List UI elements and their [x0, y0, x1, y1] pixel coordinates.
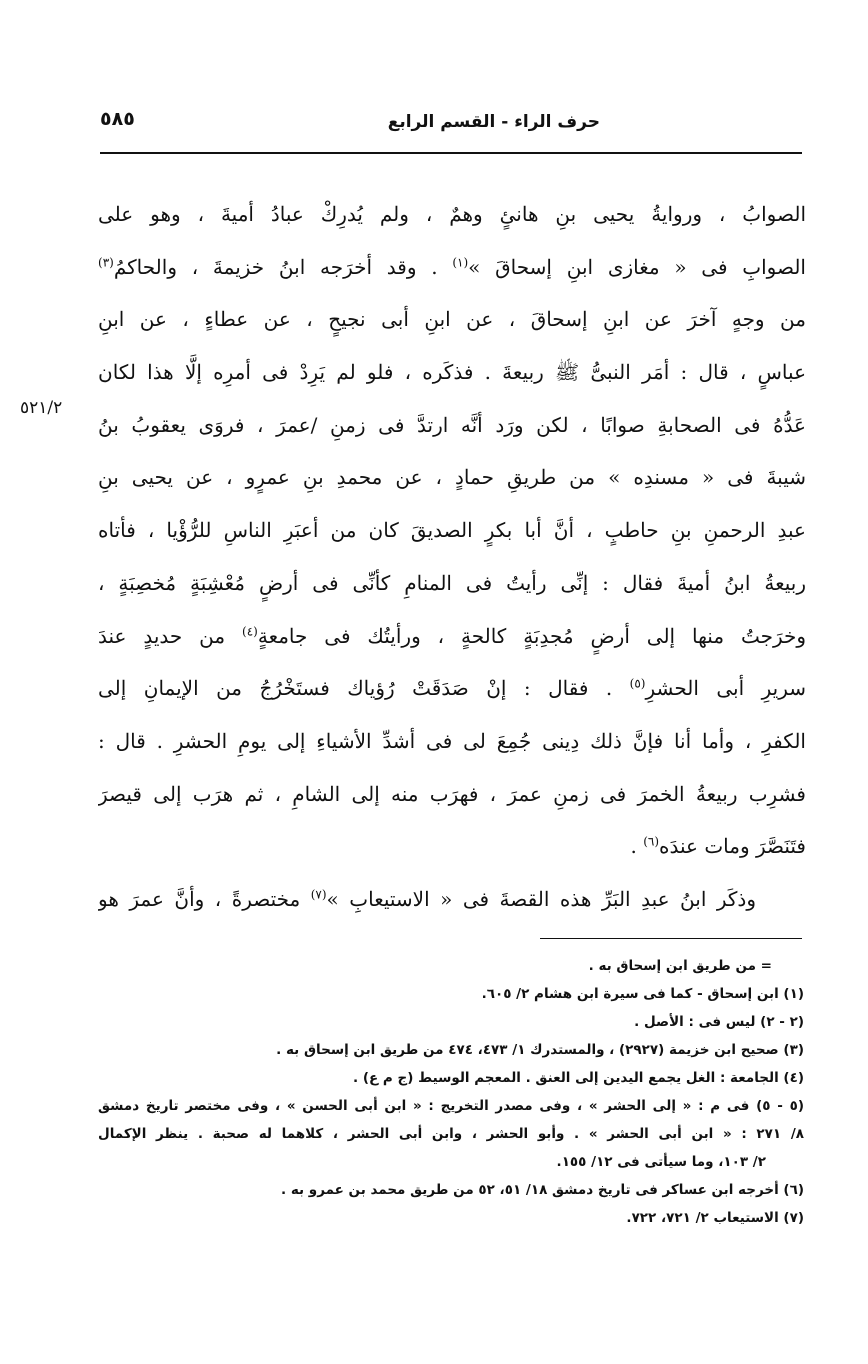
footnote-line: = من طريق ابن إسحاق به .: [588, 958, 772, 974]
footnote-ref: (٥): [629, 676, 646, 691]
footnote-ref: (١): [452, 255, 469, 270]
footnote-line: (٥ - ٥) فى م : « إلى الحشر » ، وفى مصدر التخريج : « ابن أبى الحسن » ، وفى مختصر تاريخ دمشق: [98, 1098, 804, 1114]
main-text: [98, 188, 806, 926]
text-line: الكفرِ ، وأما أنا فإنَّ ذلك دِينى جُمِعَ لى فى أشدِّ الأشياءِ إلى يومِ الحشرِ . قال :: [98, 728, 806, 753]
footnote-ref: (٧): [310, 887, 327, 902]
footnote-line: (٢ - ٢) ليس فى : الأصل .: [634, 1014, 804, 1030]
text-line: وذكَر ابنُ عبدِ البَرِّ هذه القصةَ فى « الاستيعابِ »$^{(٧)}$ مختصرةً ، وأنَّ عمرَ هو: [98, 886, 756, 911]
footnote-line: ٨/ ٢٧١ : « ابن أبى الحشر » . وأبو الحشر ، وابن أبى الحشر ، كلاهما له صحبة . ينظر الإكمال: [98, 1126, 804, 1142]
text-line: فشرِب ربيعةُ الخمرَ فى زمنِ عمرَ ، فهرَب منه إلى الشامِ ، ثم هرَب إلى قيصرَ: [98, 781, 806, 806]
text-line: شيبةَ فى « مسندِه » من طريقِ حمادٍ ، عن محمدِ بنِ عمرٍو ، عن يحيى بنِ: [98, 465, 806, 490]
footnote-line: (١) ابن إسحاق - كما فى سيرة ابن هشام ٢/ ٦٠٥.: [481, 986, 804, 1002]
header-rule: [100, 152, 802, 154]
text-line: الصوابُ ، وروايةُ يحيى بنِ هانئٍ وهمٌ ، ولم يُدرِكْ عبادُ أميةَ ، وهو على: [98, 202, 806, 226]
footnote-rule: [540, 938, 802, 939]
text-line: عَدُّهُ فى الصحابةِ صوابًا ، لكن ورَد أنَّه ارتدَّ فى زمنِ /عمرَ ، فروَى يعقوبُ بنُ: [98, 412, 806, 437]
text-line: ربيعةُ ابنُ أميةَ فقال : إنِّى رأيتُ فى المنامِ كأنِّى فى أرضٍ مُعْشِبَةٍ مُخصِبَةٍ ،: [98, 570, 806, 595]
running-header: [100, 108, 800, 148]
page-number: ٥٨٥: [100, 108, 135, 130]
footnote-line: (٧) الاستيعاب ٢/ ٧٢١، ٧٢٢.: [626, 1210, 804, 1226]
footnotes: [98, 952, 804, 1232]
footnote-ref: (٦): [643, 834, 660, 849]
footnote-line: (٣) صحيح ابن خزيمة (٢٩٢٧) ، والمستدرك ١/ ٤٧٣، ٤٧٤ من طريق ابن إسحاق به .: [276, 1042, 804, 1058]
text-line: وخرَجتُ منها إلى أرضٍ مُجدِبَةٍ كالحةٍ ، ورأيتُك فى جامعةٍ$^{(٤)}$ من حديدٍ عندَ: [98, 623, 806, 648]
footnote-ref: (٣): [98, 255, 114, 270]
footnote-line: (٦) أخرجه ابن عساكر فى تاريخ دمشق ١٨/ ٥١، ٥٢ من طريق محمد بن عمرو به .: [281, 1182, 804, 1198]
text-line: من وجهٍ آخرَ عن ابنِ إسحاقَ ، عن ابنِ أبى نجيحٍ ، عن عطاءٍ ، عن ابنِ: [98, 307, 806, 332]
footnote-line: (٤) الجامعة : الغل يجمع اليدين إلى العنق . المعجم الوسيط (ج م ع) .: [353, 1070, 804, 1086]
text-line: الصوابِ فى « مغازى ابنِ إسحاقَ »$^{(١)}$ . وقد أخرَجه ابنُ خزيمةَ ، والحاكمُ$^{(٣)}$: [98, 254, 806, 279]
footnote-ref: (٤): [242, 623, 258, 638]
text-line: عباسٍ ، قال : أمَر النبىُّ ﷺ ربيعةَ . فذكَره ، فلو لم يَرِدْ فى أمرِه إلَّا هذا لكان: [98, 360, 806, 385]
header-title: حرف الراء - القسم الرابع: [387, 112, 600, 132]
text-line: فتَنَصَّرَ ومات عندَه$^{(٦)}$ .: [630, 834, 806, 859]
footnote-line: ٢/ ١٠٣، وما سيأتى فى ١٢/ ١٥٥.: [556, 1154, 766, 1170]
margin-page-reference: ٥٢١/٢: [20, 398, 63, 418]
text-line: عبدِ الرحمنِ بنِ حاطبٍ ، أنَّ أبا بكرٍ الصديقَ كان من أعبَرِ الناسِ للرُّؤْيا ، فأتاه: [98, 518, 806, 543]
text-line: سريرِ أبى الحشرِ$^{(٥)}$ . فقال : إنْ صَدَقَتْ رُؤياك فستَخْرُجُ من الإيمانِ إلى: [98, 676, 806, 701]
